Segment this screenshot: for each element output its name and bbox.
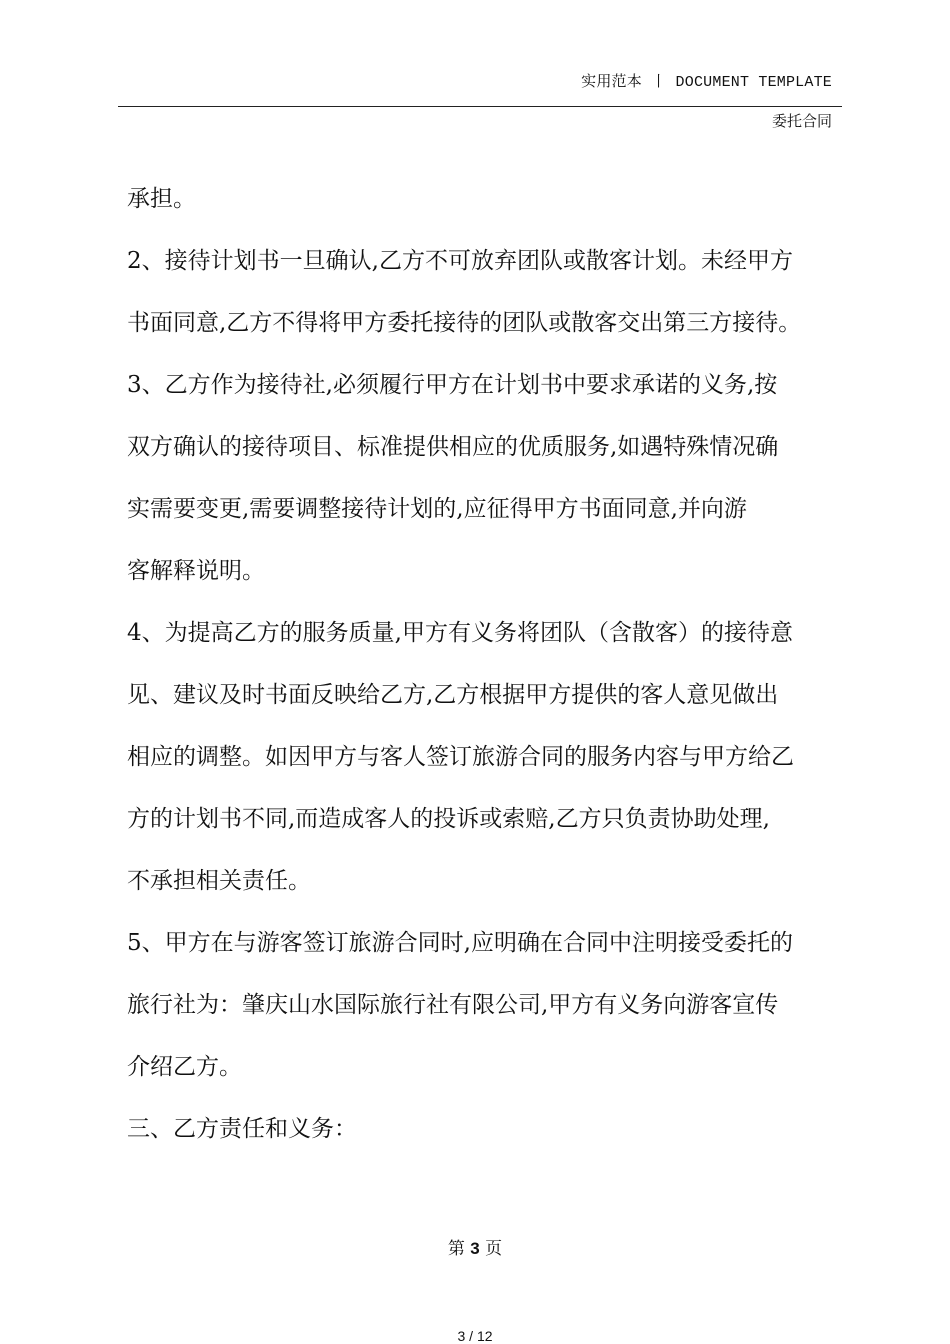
body-line: 见、建议及时书面反映给乙方,乙方根据甲方提供的客人意见做出 — [127, 682, 779, 708]
body-line: 相应的调整。如因甲方与客人签订旅游合同的服务内容与甲方给乙 — [127, 744, 794, 770]
body-line: 介绍乙方。 — [127, 1054, 242, 1080]
body-line: 双方确认的接待项目、标准提供相应的优质服务,如遇特殊情况确 — [127, 434, 779, 460]
header-title: 实用范本 丨 DOCUMENT TEMPLATE — [581, 74, 832, 91]
body-line: 5、甲方在与游客签订旅游合同时,应明确在合同中注明接受委托的 — [127, 930, 793, 956]
header-divider — [118, 106, 842, 107]
page-suffix: 页 — [485, 1239, 503, 1259]
header-subtitle: 委托合同 — [771, 112, 832, 130]
body-line: 实需要变更,需要调整接待计划的,应征得甲方书面同意,并向游 — [127, 496, 747, 522]
body-line: 3、乙方作为接待社,必须履行甲方在计划书中要求承诺的义务,按 — [127, 372, 778, 398]
body-line: 承担。 — [127, 186, 196, 212]
body-line: 不承担相关责任。 — [127, 868, 311, 894]
body-line: 旅行社为：肇庆山水国际旅行社有限公司,甲方有义务向游客宣传 — [127, 992, 779, 1018]
page-counter: 3 / 12 — [457, 1328, 493, 1344]
section-heading: 三、乙方责任和义务： — [127, 1116, 357, 1142]
body-line: 书面同意,乙方不得将甲方委托接待的团队或散客交出第三方接待。 — [127, 310, 802, 336]
page-prefix: 第 — [447, 1239, 465, 1259]
body-line: 方的计划书不同,而造成客人的投诉或索赔,乙方只负责协助处理, — [127, 806, 770, 832]
body-line: 2、接待计划书一旦确认,乙方不可放弃团队或散客计划。未经甲方 — [127, 248, 793, 274]
body-line: 4、为提高乙方的服务质量,甲方有义务将团队（含散客）的接待意 — [127, 620, 793, 646]
page-number — [0, 1234, 950, 1259]
body-line: 客解释说明。 — [127, 558, 265, 584]
page-number-value: 3 — [470, 1239, 480, 1258]
